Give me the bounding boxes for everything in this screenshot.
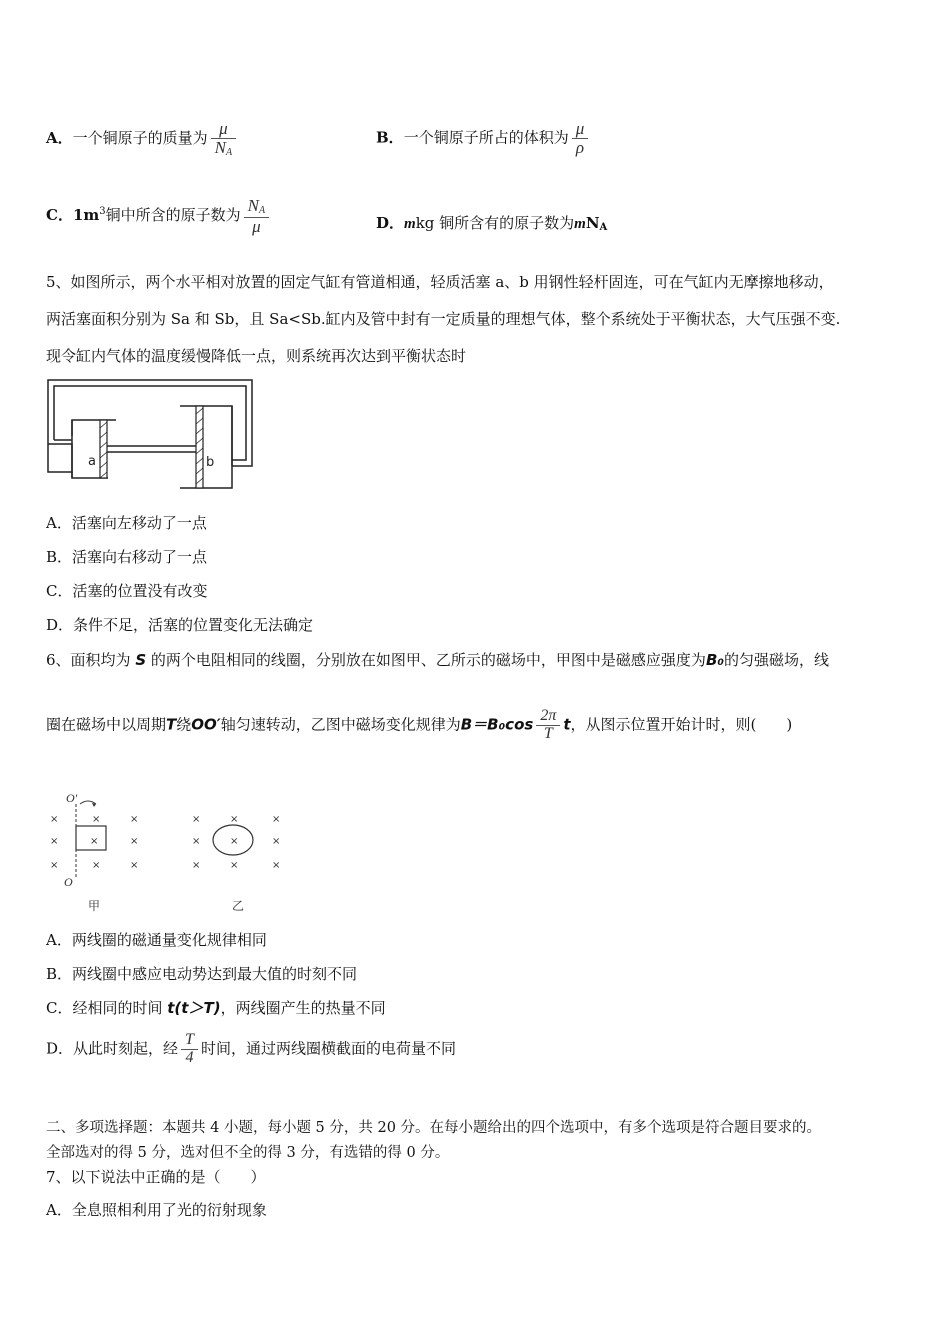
cross-marks-jia (50, 814, 138, 871)
pipe-outer (48, 380, 252, 466)
pipe-inner (54, 386, 246, 460)
q7-stem: 7、以下说法中正确的是（ ） (46, 1168, 266, 1186)
piston-b (196, 406, 203, 488)
svg-text:×: × (92, 860, 101, 871)
svg-text:×: × (192, 860, 201, 871)
right-cylinder (180, 406, 232, 488)
svg-text:×: × (130, 814, 139, 825)
figure-yi (186, 790, 296, 915)
cross-marks-yi (192, 814, 280, 871)
label-b: b (206, 455, 215, 470)
svg-text:×: × (230, 860, 239, 871)
q6-option-b: B．两线圈中感应电动势达到最大值的时刻不同 (46, 965, 358, 983)
q5-option-c: C．活塞的位置没有改变 (46, 582, 208, 600)
label-a: a (88, 454, 96, 469)
cylinder-diagram (44, 376, 256, 490)
q4-option-a: A．一个铜原子的质量为 $\frac{\mu}{N_A}$ (46, 120, 239, 158)
fraction: $\frac{\mu}{N_A}$ (211, 120, 236, 158)
svg-text:×: × (50, 836, 59, 847)
svg-text:×: × (130, 836, 139, 847)
section2-heading-line1: 二、多项选择题：本题共 4 小题，每小题 5 分，共 20 分。在每小题给出的四个选项中，有多个选项是符合题目要求的。 (46, 1120, 822, 1136)
q6-option-d: D．从此时刻起，经 $\frac{T}{4}$ 时间，通过两线圈横截面的电荷量不同 (46, 1031, 456, 1066)
svg-text:×: × (192, 836, 201, 847)
q5-stem-line1: 5、如图所示，两个水平相对放置的固定气缸有管道相通，轻质活塞 a、b 用钢性轻杆固连，可在气缸内无摩擦地移动， (46, 273, 834, 291)
svg-text:×: × (92, 814, 101, 825)
fraction: $\frac{2\pi}{T}$ (536, 708, 560, 743)
fraction: $\frac{N_A}{\mu}$ (244, 197, 269, 235)
svg-text:×: × (272, 836, 281, 847)
svg-text:×: × (50, 860, 59, 871)
piston-a (100, 420, 107, 478)
fraction: $\frac{\mu}{\rho}$ (572, 120, 589, 157)
left-cylinder-top (72, 420, 116, 436)
svg-text:×: × (230, 836, 239, 847)
figure-jia (44, 790, 154, 915)
left-cylinder-end (48, 444, 72, 472)
svg-text:×: × (192, 814, 201, 825)
q5-option-a: A．活塞向左移动了一点 (46, 514, 207, 532)
label-o-prime: O′ (66, 791, 78, 805)
label-yi: 乙 (232, 899, 245, 913)
label-o: O (64, 875, 73, 889)
q5-option-b: B．活塞向右移动了一点 (46, 548, 208, 566)
q6-option-a: A．两线圈的磁通量变化规律相同 (46, 931, 267, 949)
q4-option-b: B．一个铜原子所占的体积为 $\frac{\mu}{\rho}$ (376, 120, 591, 157)
q4-option-c: C．$1m^3$铜中所含的原子数为 $\frac{N_A}{\mu}$ (46, 197, 272, 235)
q4-option-d: D．mkg 铜所含有的原子数为$mN_A$ (376, 214, 608, 233)
label-jia: 甲 (88, 899, 101, 913)
q5-option-d: D．条件不足，活塞的位置变化无法确定 (46, 616, 314, 634)
svg-text:×: × (90, 836, 99, 847)
q5-stem-line2: 两活塞面积分别为 Sa 和 Sb，且 Sa<Sb.缸内及管中封有一定质量的理想气体，整个系统处于平衡状态，大气压强不变. (46, 310, 841, 328)
svg-text:×: × (130, 860, 139, 871)
svg-text:×: × (230, 814, 239, 825)
q7-option-a: A．全息照相利用了光的衍射现象 (46, 1201, 267, 1219)
q6-stem-line1: 6、面积均为 S 的两个电阻相同的线圈，分别放在如图甲、乙所示的磁场中，甲图中是磁感应强度为B₀的匀强磁场，线 (46, 651, 829, 669)
q6-option-c: C．经相同的时间 t(t＞T)，两线圈产生的热量不同 (46, 999, 386, 1017)
fraction: $\frac{T}{4}$ (181, 1032, 198, 1067)
svg-text:×: × (50, 814, 59, 825)
section2-heading-line2: 全部选对的得 5 分，选对但不全的得 3 分，有选错的得 0 分。 (46, 1145, 450, 1161)
svg-text:×: × (272, 860, 281, 871)
svg-text:×: × (272, 814, 281, 825)
q5-stem-line3: 现令缸内气体的温度缓慢降低一点，则系统再次达到平衡状态时 (46, 347, 467, 365)
q6-stem-line2: 圈在磁场中以周期T绕OO′轴匀速转动，乙图中磁场变化规律为B＝B₀cos $\frac{2\pi}{T}$ t，从图示位置开始计时，则( ) (46, 707, 793, 742)
